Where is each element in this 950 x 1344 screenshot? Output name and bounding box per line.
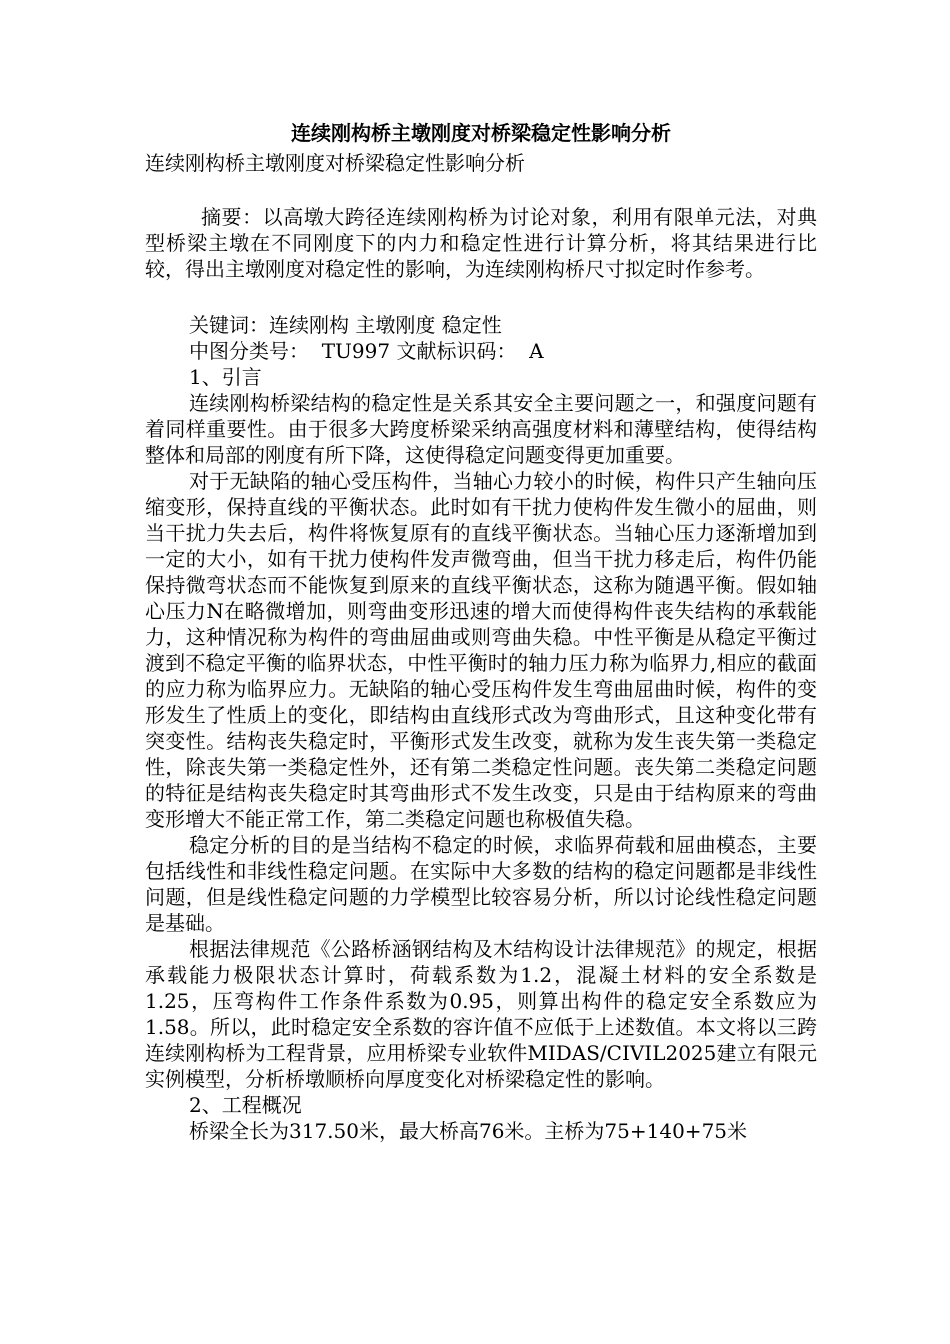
section-heading-project-overview: 2、工程概况 xyxy=(189,1093,302,1117)
document-page xyxy=(145,118,817,1144)
body-paragraph: 桥梁全长为317.50米，最大桥高76米。主桥为75+140+75米 xyxy=(189,1119,748,1143)
document-title: 连续刚构桥主墩刚度对桥梁稳定性影响分析 xyxy=(291,121,671,145)
body-paragraph: 稳定分析的目的是当结构不稳定的时候，求临界荷载和屈曲模态，主要包括线性和非线性稳定问题。在实际中大多数的结构的稳定问题都是非线性问题，但是线性稳定问题的力学模型比较容易分析，所以讨论线性稳定问题是基础。 xyxy=(145,833,817,935)
body-paragraph: 连续刚构桥梁结构的稳定性是关系其安全主要问题之一，和强度问题有着同样重要性。由于很多大跨度桥梁采纳高强度材料和薄壁结构，使得结构整体和局部的刚度有所下降，这使得稳定问题变得更加重要。 xyxy=(145,391,817,467)
keywords-line: 关键词：连续刚构 主墩刚度 稳定性 xyxy=(189,313,502,337)
body-paragraph: 根据法律规范《公路桥涵钢结构及木结构设计法律规范》的规定，根据承载能力极限状态计算时，荷载系数为1.2，混凝土材料的安全系数是1.25，压弯构件工作条件系数为0.95，则算出构件的稳定安全系数应为1.58。所以，此时稳定安全系数的容许值不应低于上述数值。本文将以三跨连续刚构桥为工程背景，应用桥梁专业软件MIDAS/CIVIL2025建立有限元实例模型，分析桥墩顺桥向厚度变化对桥梁稳定性的影响。 xyxy=(145,937,817,1091)
section-heading-introduction: 1、引言 xyxy=(189,365,262,389)
body-paragraph: 对于无缺陷的轴心受压构件，当轴心力较小的时候，构件只产生轴向压缩变形，保持直线的平衡状态。此时如有干扰力使构件发生微小的屈曲，则当干扰力失去后，构件将恢复原有的直线平衡状态。当轴心压力逐渐增加到一定的大小，如有干扰力使构件发声微弯曲，但当干扰力移走后，构件仍能保持微弯状态而不能恢复到原来的直线平衡状态，这称为随遇平衡。假如轴心压力N在略微增加，则弯曲变形迅速的增大而使得构件丧失结构的承载能力，这种情况称为构件的弯曲屈曲或则弯曲失稳。中性平衡是从稳定平衡过渡到不稳定平衡的临界状态，中性平衡时的轴力压力称为临界力,相应的截面的应力称为临界应力。无缺陷的轴心受压构件发生弯曲屈曲时候，构件的变形发生了性质上的变化，即结构由直线形式改为弯曲形式，且这种变化带有突变性。结构丧失稳定时，平衡形式发生改变，就称为发生丧失第一类稳定性，除丧失第一类稳定性外，还有第二类稳定性问题。丧失第二类稳定问题的特征是结构丧失稳定时其弯曲形式不发生改变，只是由于结构原来的弯曲变形增大不能正常工作，第二类稳定问题也称极值失稳。 xyxy=(145,469,817,831)
classification-line: 中图分类号： TU997 文献标识码： A xyxy=(189,339,544,363)
document-subtitle: 连续刚构桥主墩刚度对桥梁稳定性影响分析 xyxy=(145,151,525,175)
abstract-paragraph: 摘要：以高墩大跨径连续刚构桥为讨论对象，利用有限单元法，对典型桥梁主墩在不同刚度下的内力和稳定性进行计算分析，将其结果进行比较，得出主墩刚度对稳定性的影响，为连续刚构桥尺寸拟定时作参考。 xyxy=(145,205,817,281)
